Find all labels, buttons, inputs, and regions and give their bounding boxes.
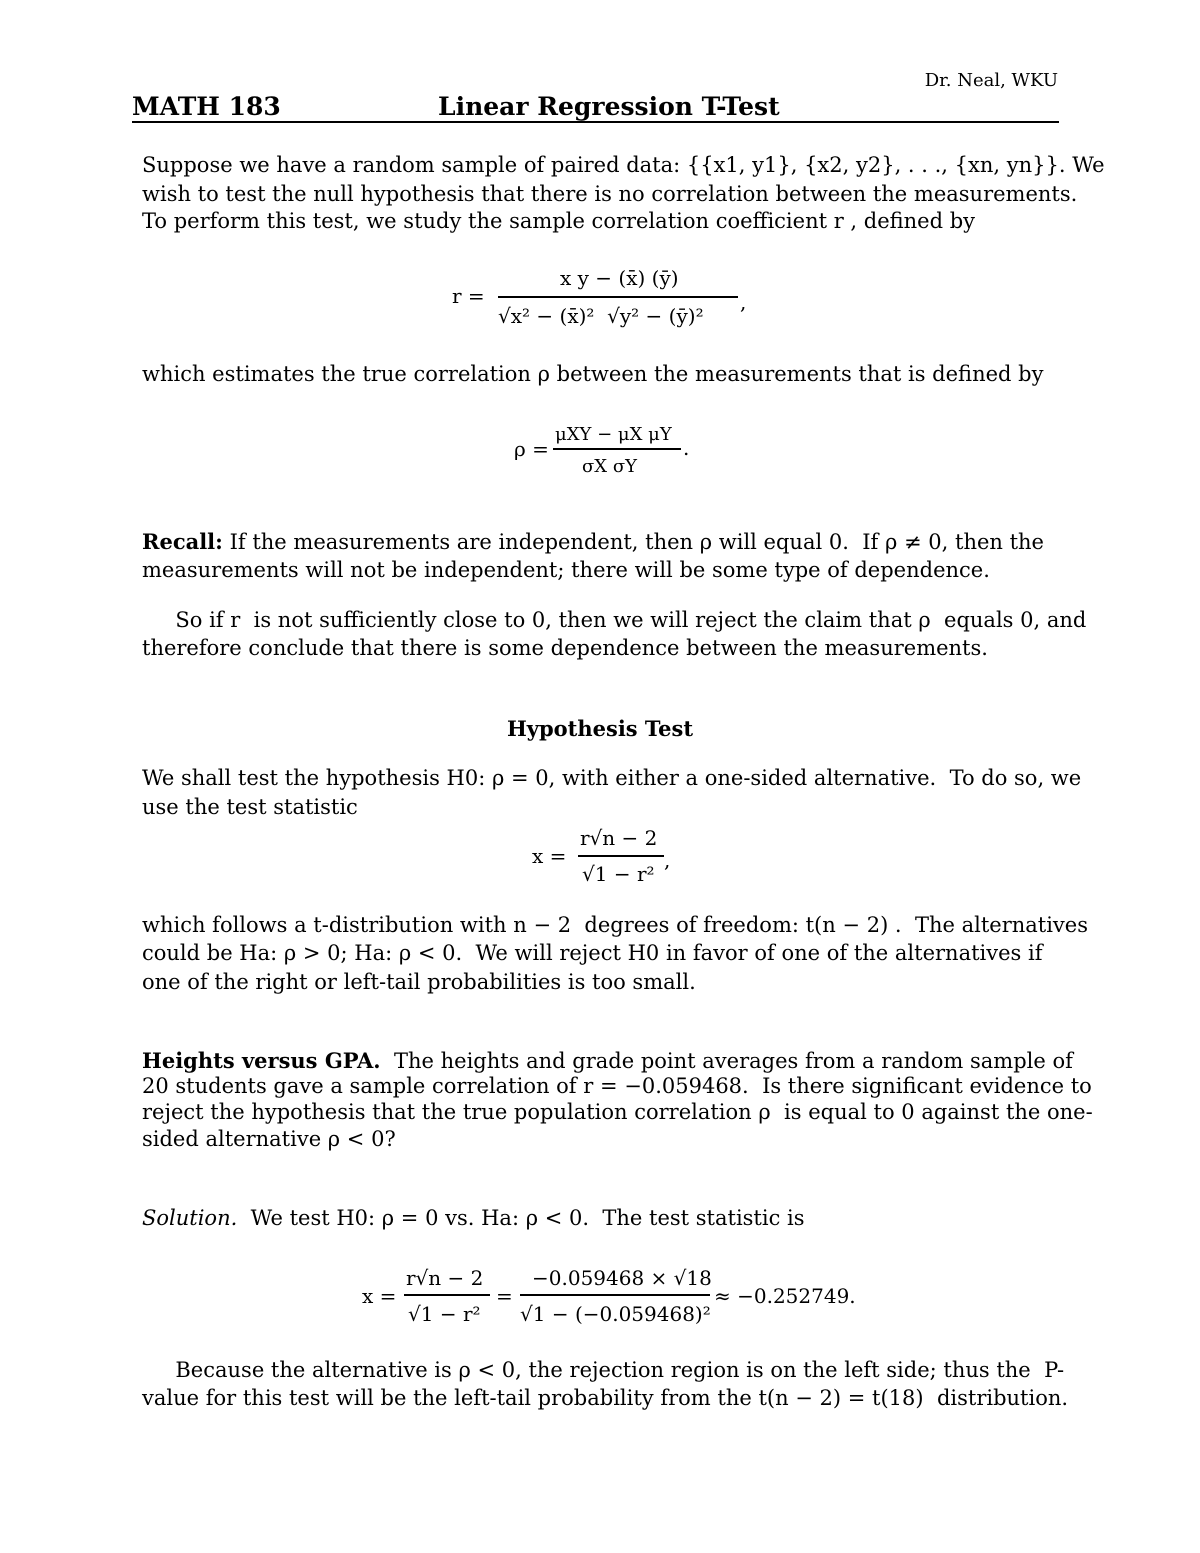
author-label: Dr. Neal, WKU (924, 70, 1058, 91)
formula-x-denominator: √1 − r² (582, 862, 655, 886)
calc-num1: r√n − 2 (406, 1266, 484, 1290)
hypothesis-heading: Hypothesis Test (506, 716, 694, 741)
recall-line-3: So if r is not sufficiently close to 0, then we will reject the claim that ρ equals 0, and (142, 608, 1087, 632)
recall-line-1 (142, 531, 1044, 553)
intro-line-3: To perform this test, we study the sample correlation coefficient r , defined by (142, 209, 976, 233)
hypothesis-line-2: use the test statistic (142, 795, 358, 819)
follows-line-1: which follows a t-distribution with n − 2 degrees of freedom: t(n − 2) . The alternatives (142, 913, 1089, 937)
calc-num2: −0.059468 × √18 (532, 1266, 712, 1290)
formula-x-trail: , (664, 848, 671, 872)
follows-line-2: could be Ha: ρ > 0; Ha: ρ < 0. We will reject H0 in favor of one of the alternatives if (142, 941, 1043, 965)
formula-x-lhs: x = (532, 844, 567, 868)
example-line-1 (142, 1050, 1073, 1072)
follows-line-3: one of the right or left-tail probabilities is too small. (142, 970, 696, 994)
example-line-2: 20 students gave a sample correlation of r = −0.059468. Is there significant evidence to (142, 1074, 1092, 1098)
calc-den2: √1 − (−0.059468)² (520, 1302, 711, 1326)
course-title: MATH 183 (132, 92, 281, 121)
calc-bar-2 (520, 1294, 710, 1296)
conclusion-line-1: Because the alternative is ρ < 0, the rejection region is on the left side; thus the P- (142, 1358, 1065, 1382)
calc-eq: = (496, 1284, 513, 1308)
formula-rho-fraction-bar (553, 448, 681, 450)
formula-x-numerator: r√n − 2 (580, 826, 658, 850)
formula-rho-numerator: μXY − μX μY (555, 424, 672, 445)
formula-rho-trail: . (683, 436, 690, 460)
calc-bar-1 (404, 1294, 490, 1296)
header-rule (132, 121, 1059, 123)
calc-result: ≈ −0.252749. (714, 1284, 856, 1308)
calc-den1: √1 − r² (408, 1302, 481, 1326)
hypothesis-line-1: We shall test the hypothesis H0: ρ = 0, with either a one-sided alternative. To do so, we (142, 766, 1082, 790)
formula-r-denominator: √x² − (x̄)² √y² − (ȳ)² (498, 304, 704, 328)
formula-rho-denominator: σX σY (582, 456, 637, 477)
example-text-1: The heights and grade point averages from a random sample of (380, 1049, 1073, 1073)
solution-label: Solution. (142, 1206, 238, 1230)
calc-lhs: x = (362, 1284, 397, 1308)
formula-x-fraction-bar (578, 855, 664, 857)
page-title: Linear Regression T-Test (438, 92, 780, 121)
recall-line-4: therefore conclude that there is some dependence between the measurements. (142, 636, 988, 660)
recall-label: Recall: (142, 529, 223, 554)
example-line-4: sided alternative ρ < 0? (142, 1127, 396, 1151)
formula-rho-lhs: ρ = (514, 437, 549, 461)
recall-line-2: measurements will not be independent; there will be some type of dependence. (142, 558, 990, 582)
intro-line-1: Suppose we have a random sample of paired data: {{x1, y1}, {x2, y2}, . . ., {xn, yn}}. We (142, 153, 1105, 177)
example-label: Heights versus GPA. (142, 1048, 381, 1073)
example-line-3: reject the hypothesis that the true population correlation ρ is equal to 0 against the one- (142, 1100, 1093, 1124)
formula-r-trail: , (740, 290, 747, 314)
conclusion-line-2: value for this test will be the left-tail probability from the t(n − 2) = t(18) distribution. (142, 1386, 1069, 1410)
recall-text-1: If the measurements are independent, then ρ will equal 0. If ρ ≠ 0, then the (222, 530, 1044, 554)
solution-text: We test H0: ρ = 0 vs. Ha: ρ < 0. The test statistic is (237, 1206, 805, 1230)
formula-r-lhs: r = (452, 284, 485, 308)
formula-r-fraction-bar (498, 296, 738, 298)
intro-line-2: wish to test the null hypothesis that there is no correlation between the measurements. (142, 182, 1078, 206)
solution-line (142, 1208, 805, 1229)
formula-r-numerator: x y − (x̄) (ȳ) (560, 266, 679, 290)
true-corr-line: which estimates the true correlation ρ between the measurements that is defined by (142, 362, 1044, 386)
